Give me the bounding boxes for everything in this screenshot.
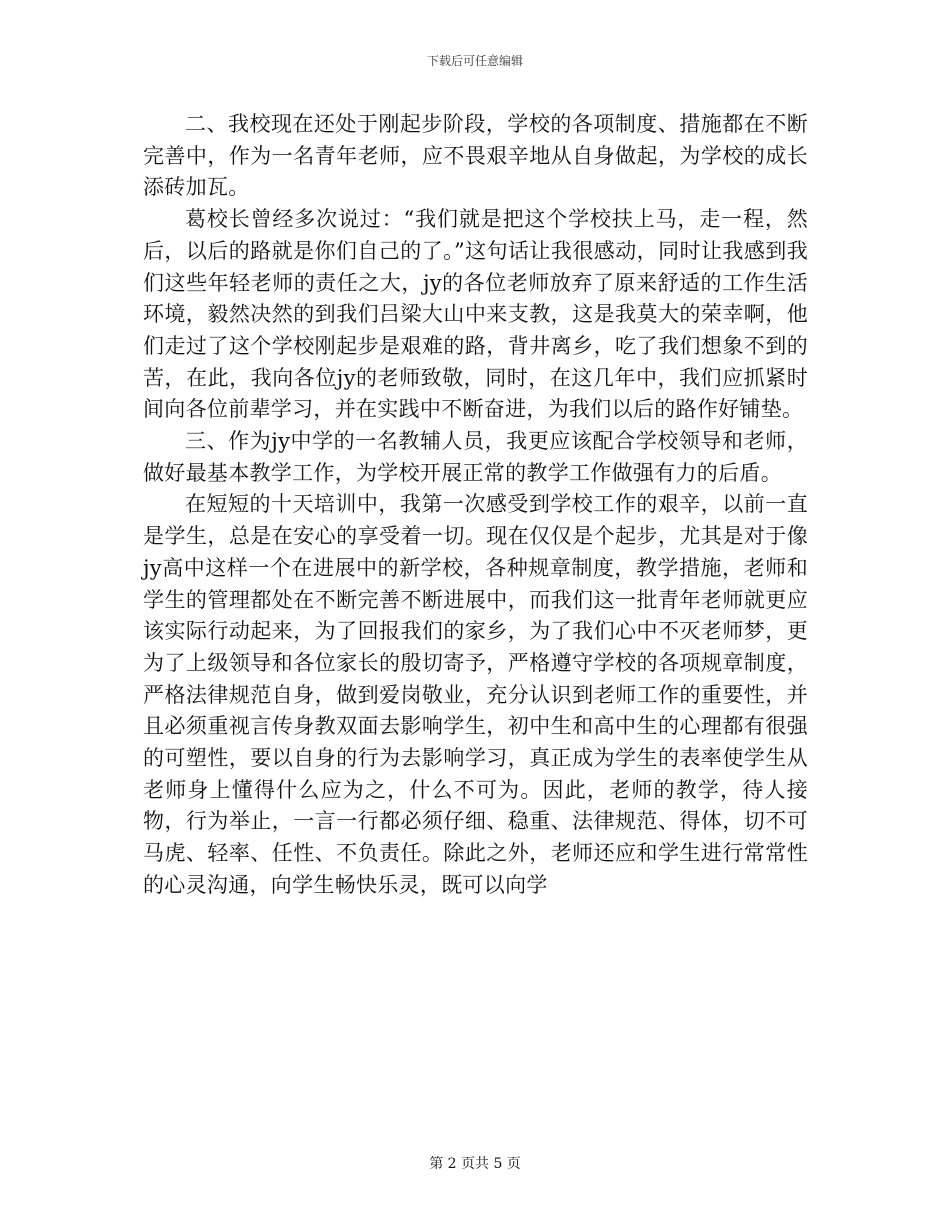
paragraph-1: 二、我校现在还处于刚起步阶段，学校的各项制度、措施都在不断完善中，作为一名青年老师，应不畏艰辛地从自身做起，为学校的成长添砖加瓦。 — [143, 112, 808, 200]
page-header-note: 下载后可任意编辑 — [426, 54, 523, 68]
document-body — [143, 109, 808, 902]
paragraph-4: 在短短的十天培训中，我第一次感受到学校工作的艰辛，以前一直是学生，总是在安心的享受着一切。现在仅仅是个起步，尤其是对于像jy高中这样一个在进展中的新学校，各种规章制度，教学措施，老师和学生的管理都处在不断完善不断进展中，而我们这一批青年老师就更应该实际行动起来，为了回报我们的家乡，为了我们心中不灭老师梦，更为了上级领导和各位家长的殷切寄予，严格遵守学校的各项规章制度，严格法律规范自身，做到爱岗敬业，充分认识到老师工作的重要性，并且必须重视言传身教双面去影响学生，初中生和高中生的心理都有很强的可塑性，要以自身的行为去影响学习，真正成为学生的表率使学生从老师身上懂得什么应为之，什么不可为。因此，老师的教学，待人接物，行为举止，一言一行都必须仔细、稳重、法律规范、得体，切不可马虎、轻率、任性、不负责任。除此之外，老师还应和学生进行常常性的心灵沟通，向学生畅快乐灵，既可以向学 — [143, 492, 808, 897]
page-number-footer: 第 2 页共 5 页 — [429, 1156, 521, 1172]
paragraph-3: 三、作为jy中学的一名教辅人员，我更应该配合学校领导和老师，做好最基本教学工作，为学校开展正常的教学工作做强有力的后盾。 — [143, 429, 808, 485]
paragraph-2: 葛校长曾经多次说过：“我们就是把这个学校扶上马，走一程，然后，以后的路就是你们自己的了。”这句话让我很感动，同时让我感到我们这些年轻老师的责任之大，jy的各位老师放弃了原来舒适的工作生活环境，毅然决然的到我们吕梁大山中来支教，这是我莫大的荣幸啊，他们走过了这个学校刚起步是艰难的路，背井离乡，吃了我们想象不到的苦，在此，我向各位jy的老师致敬，同时，在这几年中，我们应抓紧时间向各位前辈学习，并在实践中不断奋进，为我们以后的路作好铺垫。 — [143, 207, 808, 422]
